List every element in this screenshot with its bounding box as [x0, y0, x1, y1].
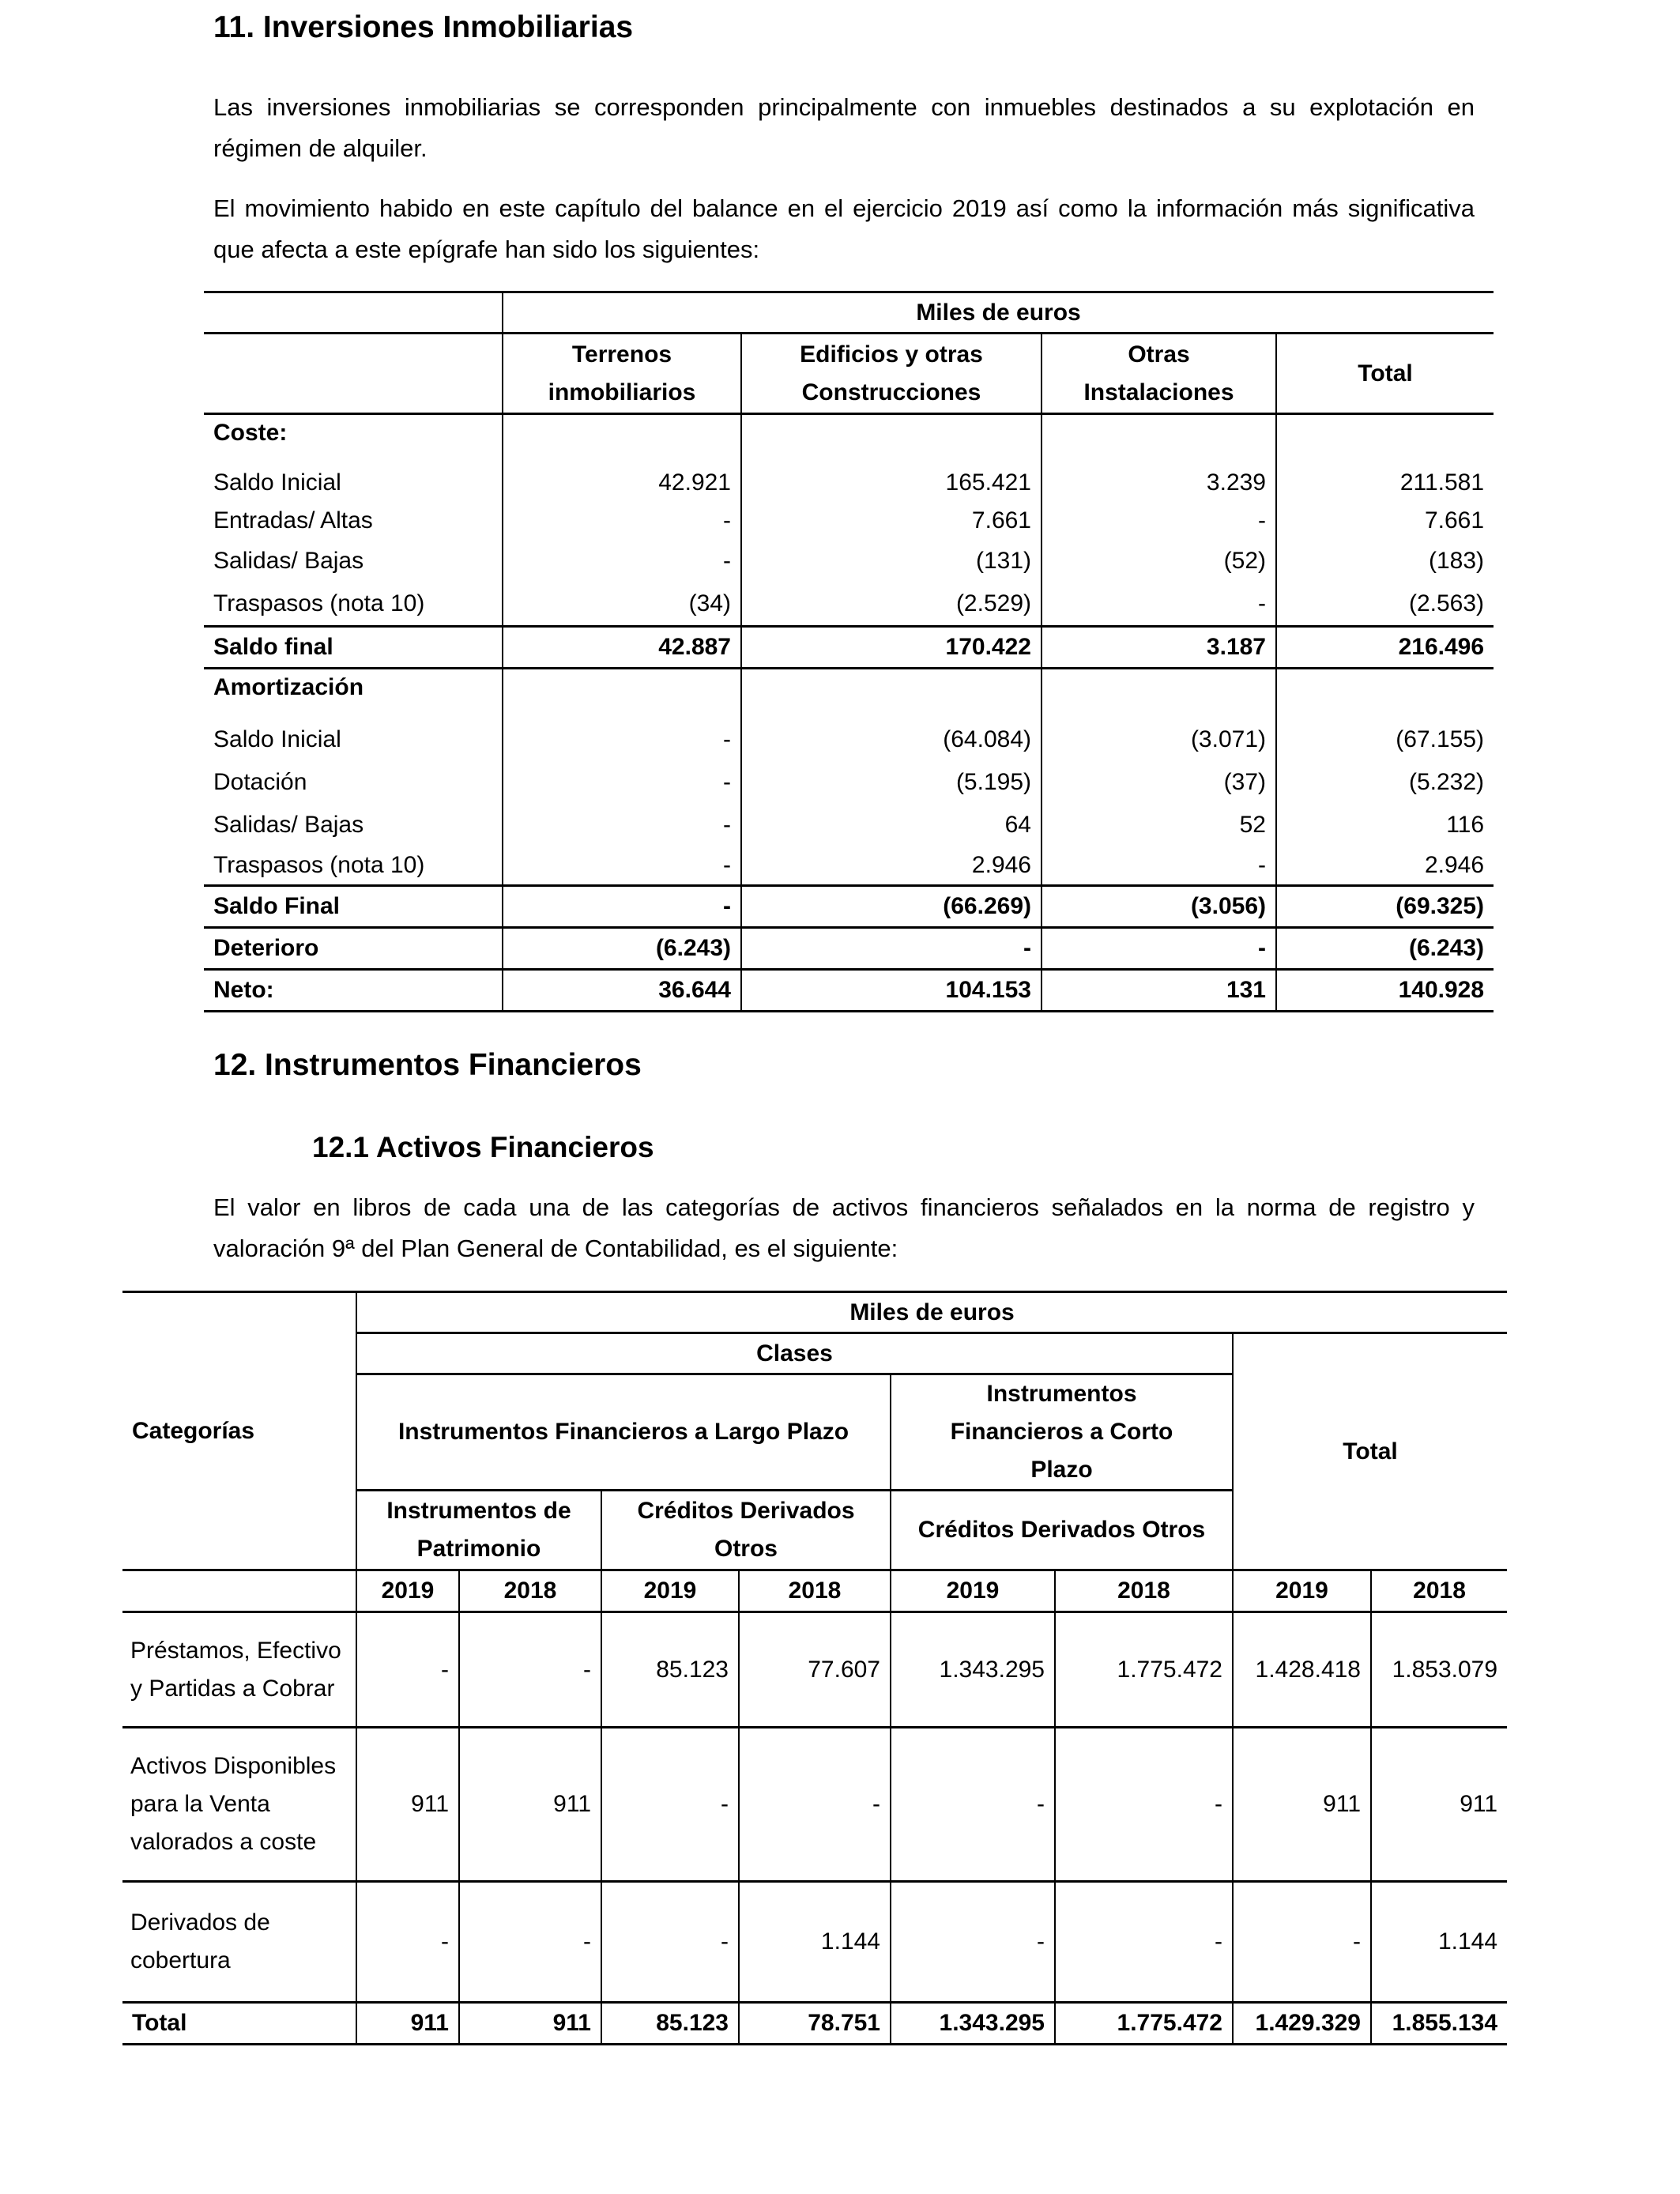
section-11-paragraph-1: Las inversiones inmobiliarias se corresponden principalmente con inmuebles destinados a su explotación en régimen de alquiler.: [213, 93, 1475, 162]
column-header-total: Total: [1276, 334, 1494, 414]
year-header: 2018: [1055, 1570, 1233, 1612]
categorias-header: Categorías: [122, 1292, 356, 1570]
column-header-otras-instalaciones: Otras Instalaciones: [1042, 334, 1276, 414]
units-header: Miles de euros: [356, 1292, 1507, 1333]
column-header-terrenos: Terrenos inmobiliarios: [503, 334, 741, 414]
table-row: Activos Disponibles para la Venta valorados a coste 911 911 - - - - 911 911: [122, 1728, 1507, 1882]
subtotal-row: Saldo final 42.887 170.422 3.187 216.496: [204, 627, 1494, 669]
table-row: Salidas/ Bajas - (131) (52) (183): [204, 540, 1494, 582]
column-header-edificios: Edificios y otras Construcciones: [741, 334, 1042, 414]
creditos-cp-header: Créditos Derivados Otros: [891, 1491, 1233, 1570]
corto-plazo-header: Instrumentos Financieros a Corto Plazo: [891, 1374, 1233, 1491]
section-12-heading: 12. Instrumentos Financieros: [213, 1048, 642, 1082]
year-header: 2019: [1233, 1570, 1371, 1612]
section-11-paragraph-2: El movimiento habido en este capítulo del balance en el ejercicio 2019 así como la información más significativa que afecta a este epígrafe han sido los siguientes:: [213, 194, 1475, 263]
table-row: Préstamos, Efectivo y Partidas a Cobrar - - 85.123 77.607 1.343.295 1.775.472 1.428.418 1.853.079: [122, 1612, 1507, 1728]
units-header: Miles de euros: [503, 292, 1494, 334]
year-header: 2018: [459, 1570, 601, 1612]
investment-property-table: [204, 291, 1494, 1012]
table-header-units-row: [204, 292, 1494, 334]
creditos-lp-header: Créditos Derivados Otros: [601, 1491, 891, 1570]
table-header-units-row: [122, 1292, 1507, 1333]
section-12-1-subheading: 12.1 Activos Financieros: [312, 1131, 654, 1163]
table-row: Derivados de cobertura - - - 1.144 - - - 1.144: [122, 1882, 1507, 2003]
section-12-intro: [213, 1187, 1475, 1269]
table-header-columns-row: [204, 334, 1494, 414]
amortizacion-label: Amortización: [213, 674, 364, 700]
year-header: 2018: [1371, 1570, 1507, 1612]
deterioro-row: Deterioro (6.243) - - (6.243): [204, 928, 1494, 970]
section-11-heading: 11. Inversiones Inmobiliarias: [213, 10, 634, 44]
year-header: 2019: [601, 1570, 739, 1612]
section-12-paragraph: El valor en libros de cada una de las categorías de activos financieros señalados en la norma de registro y valoración 9ª del Plan General de Contabilidad, es el siguiente:: [213, 1193, 1475, 1262]
table-header-years-row: [122, 1570, 1507, 1612]
neto-row: Neto: 36.644 104.153 131 140.928: [204, 970, 1494, 1012]
section-label-row: [204, 414, 1494, 465]
table-row: Salidas/ Bajas - 64 52 116: [204, 804, 1494, 846]
total-header: Total: [1233, 1333, 1507, 1570]
total-row: Total 911 911 85.123 78.751 1.343.295 1.775.472 1.429.329 1.855.134: [122, 2003, 1507, 2045]
financial-assets-table: [122, 1291, 1507, 2045]
subtotal-row: Saldo Final - (66.269) (3.056) (69.325): [204, 886, 1494, 928]
largo-plazo-header: Instrumentos Financieros a Largo Plazo: [356, 1374, 891, 1491]
table-row: Entradas/ Altas - 7.661 - 7.661: [204, 502, 1494, 540]
table-row: Traspasos (nota 10) - 2.946 - 2.946: [204, 846, 1494, 886]
clases-header: Clases: [356, 1333, 1233, 1374]
year-header: 2018: [739, 1570, 891, 1612]
table-row: Saldo Inicial - (64.084) (3.071) (67.155): [204, 718, 1494, 761]
table-row: Traspasos (nota 10) (34) (2.529) - (2.563): [204, 582, 1494, 627]
section-11-intro: [213, 87, 1475, 270]
table-row: Saldo Inicial 42.921 165.421 3.239 211.581: [204, 464, 1494, 502]
year-header: 2019: [891, 1570, 1055, 1612]
section-label-row: [204, 669, 1494, 719]
coste-label: Coste:: [213, 420, 288, 446]
year-header: 2019: [356, 1570, 459, 1612]
table-row: Dotación - (5.195) (37) (5.232): [204, 761, 1494, 804]
patrimonio-header: Instrumentos de Patrimonio: [356, 1491, 601, 1570]
